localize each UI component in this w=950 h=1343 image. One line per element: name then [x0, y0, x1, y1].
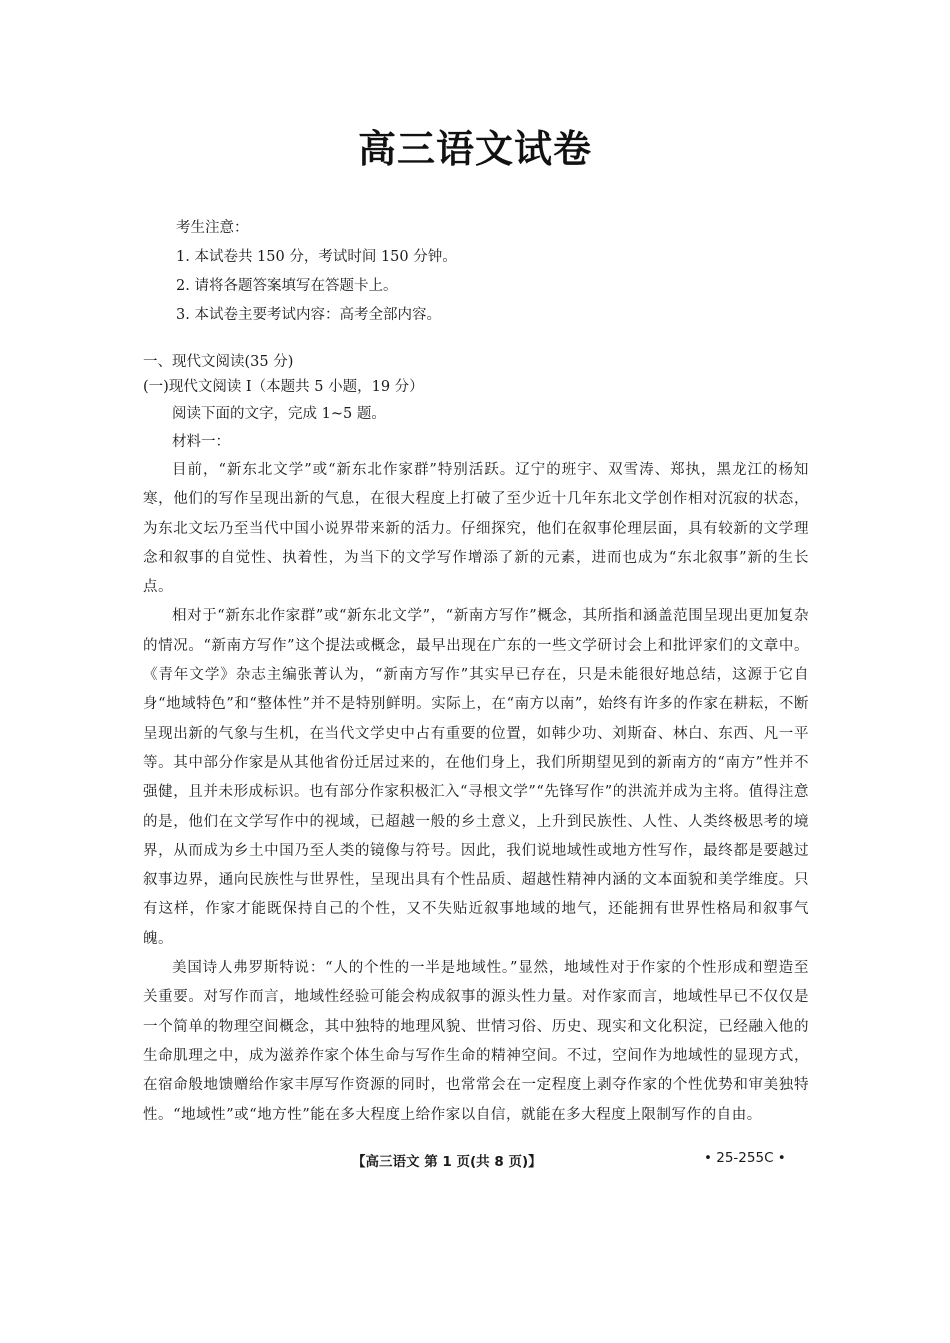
- section-subheading: (一)现代文阅读 I（本题共 5 小题，19 分）: [143, 379, 424, 395]
- paragraph: 目前，“新东北文学”或“新东北作家群”特别活跃。辽宁的班宇、双雪涛、郑执，黑龙江的杨知寒，他们的写作呈现出新的气息，在很大程度上打破了至少近十几年东北文学创作相对沉寂的状态，为东北文坛乃至当代中国小说界带来新的活力。仔细探究，他们在叙事伦理层面，具有较新的文学理念和叙事的自觉性、执着性，为当下的文学写作增添了新的元素，进而也成为“东北叙事”新的生长点。: [143, 462, 809, 596]
- page-footer: [0, 1150, 950, 1174]
- reading-section: [143, 350, 809, 1130]
- page-number: 【高三语文 第 1 页(共 8 页)】: [352, 1154, 542, 1170]
- exam-code: • 25-255C •: [704, 1150, 786, 1166]
- notice-item: 1. 本试卷共 150 分，考试时间 150 分钟。: [176, 249, 457, 265]
- candidate-notice: [176, 214, 796, 330]
- notice-heading: 考生注意：: [176, 220, 249, 236]
- notice-item: 2. 请将各题答案填写在答题卡上。: [176, 278, 398, 294]
- material-label: 材料一：: [172, 434, 230, 450]
- exam-title: 高三语文试卷: [357, 127, 592, 171]
- paragraph: 相对于“新东北作家群”或“新东北文学”，“新南方写作”概念，其所指和涵盖范围呈现出更加复杂的情况。“新南方写作”这个提法或概念，最早出现在广东的一些文学研讨会上和批评家们的文章中。《青年文学》杂志主编张菁认为，“新南方写作”其实早已存在，只是未能很好地总结，这源于它自身“地域特色”和“整体性”并不是特别鲜明。实际上，在“南方以南”，始终有许多的作家在耕耘，不断呈现出新的气象与生机，在当代文学史中占有重要的位置，如韩少功、刘斯奋、林白、东西、凡一平等。其中部分作家是从其他省份迁居过来的，在他们身上，我们所期望见到的新南方的“南方”性并不强健，且并未形成标识。也有部分作家积极汇入“寻根文学”“先锋写作”的洪流并成为主将。值得注意的是，他们在文学写作中的视域，已超越一般的乡土意义，上升到民族性、人性、人类终极思考的境界，从而成为乡土中国乃至人类的镜像与符号。因此，我们说地域性或地方性写作，最终都是要越过叙事边界，通向民族性与世界性，呈现出具有个性品质、超越性精神内涵的文本面貌和美学维度。只有这样，作家才能既保持自己的个性，又不失贴近叙事地域的地气，还能拥有世界性格局和叙事气魄。: [143, 608, 809, 947]
- reading-instruction: 阅读下面的文字，完成 1~5 题。: [172, 406, 386, 422]
- paragraph: 美国诗人弗罗斯特说：“人的个性的一半是地域性。”显然，地域性对于作家的个性形成和塑造至关重要。对写作而言，地域性经验可能会构成叙事的源头性力量。对作家而言，地域性早已不仅仅是一个简单的物理空间概念，其中独特的地理风貌、世情习俗、历史、现实和文化积淀，已经融入他的生命肌理之中，成为滋养作家个体生命与写作生命的精神空间。不过，空间作为地域性的显现方式，在宿命般地馈赠给作家丰厚写作资源的同时，也常常会在一定程度上剥夺作家的个性优势和审美独特性。“地域性”或“地方性”能在多大程度上给作家以自信，就能在多大程度上限制写作的自由。: [143, 960, 809, 1123]
- notice-item: 3. 本试卷主要考试内容：高考全部内容。: [176, 307, 441, 323]
- section-heading: 一、现代文阅读(35 分): [143, 354, 294, 370]
